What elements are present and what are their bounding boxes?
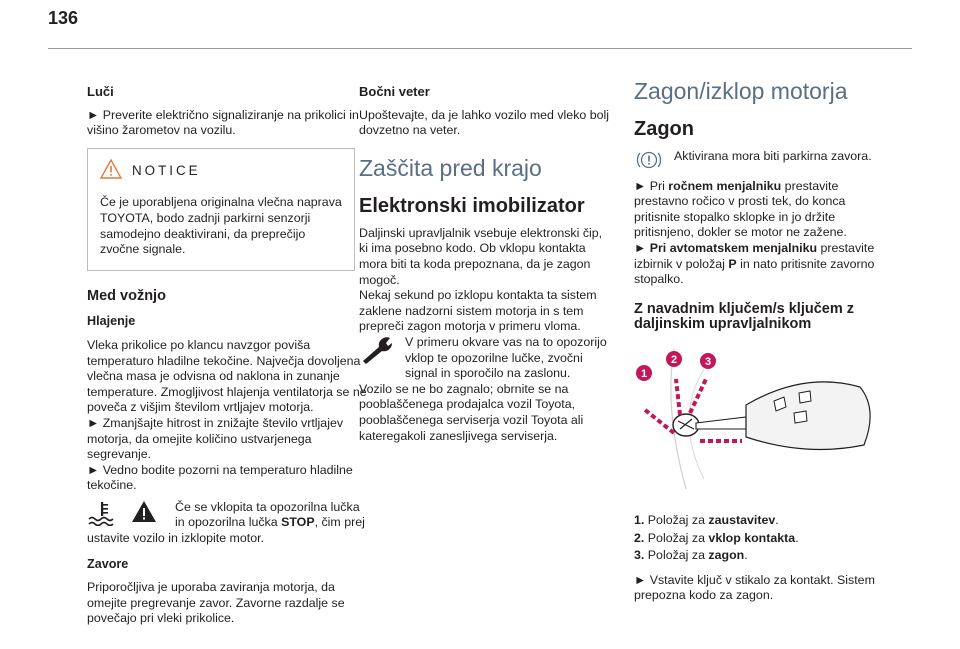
step-list bbox=[634, 513, 894, 564]
imobilizator-text-2: Nekaj sekund po izklopu kontakta ta sistem zaklene nadzorni sistem motorja in s tem prepreči zagon motorja v primeru vloma. bbox=[359, 288, 597, 334]
coolant-temperature-icon bbox=[87, 500, 117, 531]
key-heading: Z navadnim ključem/s ključem z daljinskim upravljalnikom bbox=[634, 300, 854, 333]
step-1: 1. Položaj za zaustavitev. bbox=[634, 512, 779, 527]
wrench-icon bbox=[359, 335, 395, 370]
lamp-text-2: , čim prej ustavite vozilo in izklopite motor. bbox=[87, 515, 365, 546]
imobilizator-title: Elektronski imobilizator bbox=[359, 194, 585, 217]
zagon-title: Zagon bbox=[634, 118, 694, 140]
lamp-text-1: Če se vklopita ta opozorilna lučka in opozorilna lučka bbox=[175, 499, 360, 530]
zagon-izklop-title: Zagon/izklop motorja bbox=[634, 78, 848, 104]
notice-label: NOTICE bbox=[132, 163, 201, 179]
column-3 bbox=[634, 78, 894, 613]
veter-heading: Bočni veter bbox=[359, 84, 430, 99]
wrench-text: V primeru okvare vas na to opozorijo vklop te opozorilne lučke, zvočni signal in sporočilo na zaslonu. bbox=[405, 334, 607, 381]
warning-triangle-icon bbox=[100, 159, 122, 184]
hlajenje-bullet-2: ► Vedno bodite pozorni na temperaturo hladilne tekočine. bbox=[87, 462, 353, 493]
imobilizator-text-3: Vozilo se ne bo zagnalo; obrnite se na pooblaščenega prodajalca vozil Toyota, pooblaščenega serviserja vozil Toyota ali kateregakoli zanesljivega serviserja. bbox=[359, 381, 584, 443]
step-2: 2. Položaj za vklop kontakta. bbox=[634, 530, 799, 545]
key-blade bbox=[696, 417, 746, 429]
parking-brake-warning-icon bbox=[634, 149, 664, 176]
zavore-heading: Zavore bbox=[87, 556, 129, 571]
zavore-text: Priporočljiva je uporaba zaviranja motorja, da omejite pregrevanje zavor. Zavorne razdalje se povečajo pri vleki prikolice. bbox=[87, 580, 345, 626]
voznja-heading: Med vožnjo bbox=[87, 287, 166, 304]
hlajenje-bullet-1: ► Zmanjšajte hitrost in znižajte število vrtljajev motorja, da omejite količino ustvarjenega segrevanje. bbox=[87, 415, 344, 462]
lamp-stop: STOP bbox=[281, 515, 315, 530]
lamp-warning-block bbox=[87, 500, 371, 547]
zascita-title: Zaščita pred krajo bbox=[359, 154, 542, 181]
auto-gearbox-text: ► Pri avtomatskem menjalniku prestavite izbirnik v položaj P in nato pritisnite zavorno stopalko. bbox=[634, 240, 875, 287]
manual-gearbox-text: ► Pri ročnem menjalniku prestavite prestavno ročico v prosti tek, do konca pritisnite stopalko sklopke in jo držite pritisnjeno, dokler se motor ne zažene. bbox=[634, 178, 847, 240]
hlajenje-text: Vleka prikolice po klancu navzgor poviša temperaturo hladilne tekočine. Največja dovoljena vlečna masa je odvisna od naklona in zunanje temperature. Zmogljivost hlajenja ventilatorja se ne poveča z višjim številom vrtljajev motorja. bbox=[87, 337, 367, 415]
veter-text: Upoštevajte, da je lahko vozilo med vleko bolj dovzetno na veter. bbox=[359, 107, 610, 138]
luci-text: ► Preverite električno signaliziranje na prikolici in višino žarometov na vozilu. bbox=[87, 107, 359, 138]
column-1 bbox=[87, 84, 371, 636]
imobilizator-text: Daljinski upravljalnik vsebuje elektronski čip, ki ima posebno kodo. Ob vklopu kontakta mora biti ta koda prepoznana, da je zagon mogoč. bbox=[359, 225, 603, 287]
key-illustration bbox=[634, 349, 894, 489]
page-number: 136 bbox=[48, 8, 79, 28]
header-rule bbox=[48, 48, 912, 49]
step-3: 3. Položaj za zagon. bbox=[634, 548, 748, 563]
parking-brake-block bbox=[634, 149, 894, 165]
notice-box bbox=[87, 148, 355, 271]
column-2 bbox=[359, 84, 613, 444]
callout-3: 3 bbox=[704, 355, 712, 368]
parking-brake-text: Aktivirana mora biti parkirna zavora. bbox=[674, 149, 872, 163]
wrench-warning-block bbox=[359, 335, 613, 382]
final-text: ► Vstavite ključ v stikalo za kontakt. Sistem prepozna kodo za zagon. bbox=[634, 572, 875, 603]
notice-text: Če je uporabljena originalna vlečna naprava TOYOTA, bodo zadnji parkirni senzorji samodejno deaktivirani, da preprečijo zvočne signale. bbox=[100, 195, 342, 257]
hlajenje-heading: Hlajenje bbox=[87, 314, 136, 329]
luci-heading: Luči bbox=[87, 84, 114, 99]
warning-triangle-filled-icon bbox=[131, 500, 157, 528]
callout-2: 2 bbox=[670, 353, 678, 366]
callout-1: 1 bbox=[640, 367, 648, 380]
